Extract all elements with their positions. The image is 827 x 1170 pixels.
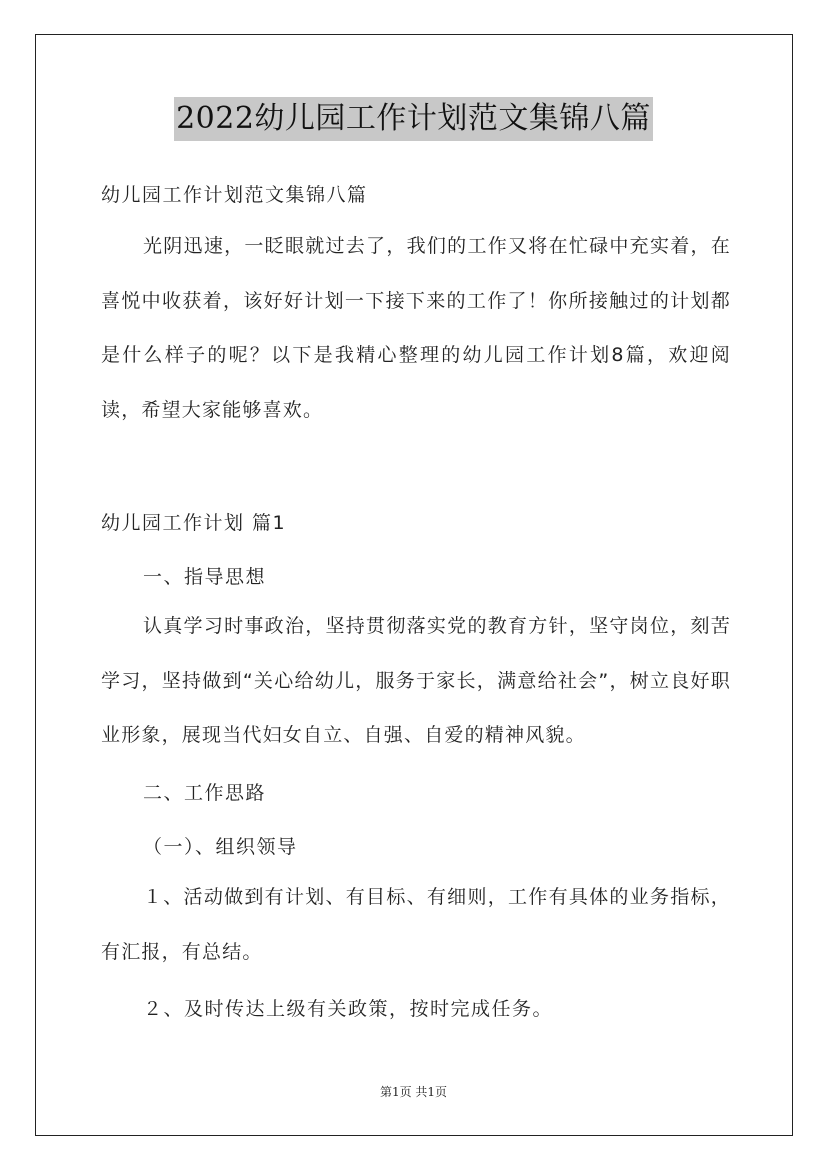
guiding-paragraph: 认真学习时事政治，坚持贯彻落实党的教育方针，坚守岗位，刻苦学习，坚持做到“关心给幼儿，服务于家长，满意给社会”，树立良好职业形象，展现当代妇女自立、自强、自爱的精神风貌。 — [101, 615, 731, 746]
section-heading: 幼儿园工作计划 篇1 — [101, 512, 287, 534]
title-container — [0, 97, 827, 141]
heading-organization: （一）、组织领导 — [143, 836, 298, 858]
page-footer: 第1页 共1页 — [379, 1085, 448, 1099]
intro-paragraph: 光阴迅速，一眨眼就过去了，我们的工作又将在忙碌中充实着，在喜悦中收获着，该好好计划一下接下来的工作了！你所接触过的计划都是什么样子的呢？以下是我精心整理的幼儿园工作计划8篇，欢迎阅读，希望大家能够喜欢。 — [101, 235, 731, 421]
document-title: 2022幼儿园工作计划范文集锦八篇 — [174, 97, 653, 141]
list-item-2: ２、及时传达上级有关政策，按时完成任务。 — [143, 998, 554, 1020]
heading-guiding-ideology: 一、指导思想 — [143, 566, 267, 588]
document-subtitle: 幼儿园工作计划范文集锦八篇 — [101, 184, 368, 206]
heading-work-ideas: 二、工作思路 — [143, 782, 267, 804]
list-item-1: １、活动做到有计划、有目标、有细则，工作有具体的业务指标，有汇报，有总结。 — [101, 886, 731, 963]
